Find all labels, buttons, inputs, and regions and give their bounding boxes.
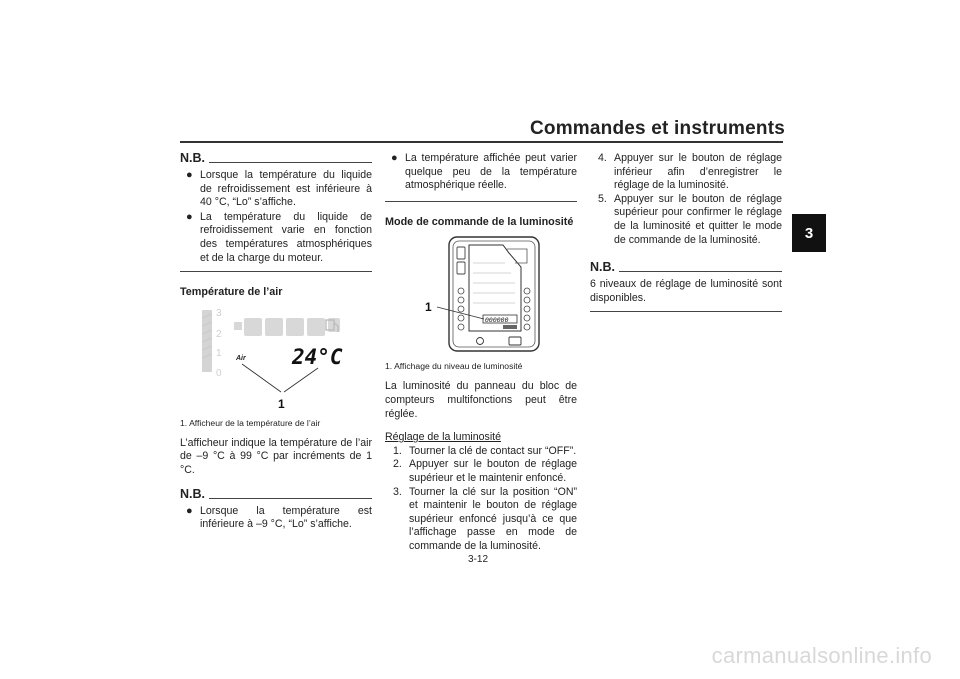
callout-number: 1: [278, 396, 285, 411]
callout-number: 1: [425, 300, 432, 315]
nb-rule: [209, 162, 372, 163]
nb-heading: [590, 261, 782, 274]
chapter-tab: 3: [792, 214, 826, 252]
figure-caption: 1. Affichage du niveau de luminosité: [385, 361, 523, 372]
nb-rule: [619, 271, 782, 272]
bullet-icon: ●: [186, 210, 193, 223]
nb-label: N.B.: [180, 151, 205, 165]
luminosity-figure: [385, 233, 577, 357]
watermark: carmanualsonline.info: [711, 643, 932, 668]
nb-label: N.B.: [590, 260, 615, 275]
bullet-icon: ●: [186, 504, 193, 517]
list-item: ● La température affichée peut varier quelque peu de la température atmosphérique réelle.: [391, 152, 577, 192]
air-label: Air: [236, 354, 246, 362]
air-temperature-display-illustration: [180, 304, 372, 414]
scale-mark: 0: [216, 367, 222, 379]
header-rule: [180, 141, 783, 143]
brightness-level-display: 000000: [485, 316, 509, 325]
list-item: ● Lorsque la température est inférieure à –9 °C, “Lo” s’affiche.: [186, 504, 372, 531]
nb-heading: [180, 152, 372, 165]
nb-end-rule: [590, 311, 782, 312]
list-item: 5. Appuyer sur le bouton de réglage supérieur pour confirmer le réglage de la luminosité et quitter le mode de commande de la luminosité.: [598, 192, 782, 246]
nb-label: N.B.: [180, 486, 205, 501]
scale-mark: 3: [216, 307, 222, 319]
procedure-steps: [385, 445, 577, 554]
nb-heading: [180, 488, 372, 501]
bullet-icon: ●: [391, 152, 398, 164]
nb-bullet-list-continued: [385, 152, 577, 193]
button-icon: [477, 338, 484, 345]
list-item: ● La température du liquide de refroidissement varie en fonction des températures atmosphériques et de la charge du moteur.: [186, 210, 372, 264]
instrument-panel-illustration: [385, 233, 577, 357]
figure-caption: 1. Afficheur de la température de l’air: [180, 417, 321, 428]
column-left: [180, 152, 372, 533]
section-title-air-temperature: Température de l’air: [180, 286, 283, 299]
air-temperature-reading: 24°C: [292, 344, 343, 369]
list-item: 4. Appuyer sur le bouton de réglage inférieur afin d’enregistrer le réglage de la luminosité.: [598, 152, 782, 192]
procedure-title: Réglage de la luminosité: [385, 431, 502, 444]
nb-bullet-list: [180, 505, 372, 532]
page-header-title: Commandes et instruments: [529, 118, 785, 139]
bullet-icon: ●: [186, 169, 193, 181]
list-item: ● Lorsque la température du liquide de refroidissement est inférieure à 40 °C, “Lo” s’affiche.: [186, 169, 372, 209]
air-temperature-paragraph: L’afficheur indique la température de l’air de –9 °C à 99 °C par incréments de 1 °C.: [180, 436, 372, 476]
nb-end-rule: [180, 271, 372, 272]
air-temperature-figure: [180, 304, 372, 414]
list-item: 1. Tourner la clé de contact sur “OFF”.: [393, 444, 577, 457]
nb-text: 6 niveaux de réglage de luminosité sont disponibles.: [590, 278, 782, 304]
page-number: 3-12: [468, 554, 489, 565]
scale-mark: 1: [216, 347, 222, 359]
list-item: 2. Appuyer sur le bouton de réglage supérieur et le maintenir enfoncé.: [393, 458, 577, 484]
list-item: 3. Tourner la clé sur la position “ON” et maintenir le bouton de réglage supérieur enfoncé jusqu’à ce que l’affichage passe en mode de commande de la luminosité.: [393, 485, 577, 552]
nb-rule: [209, 498, 372, 499]
section-title-luminosity: Mode de commande de la luminosité: [385, 215, 574, 228]
column-right: [590, 152, 782, 312]
column-middle: [385, 152, 577, 554]
procedure-steps-continued: [590, 152, 782, 247]
nb-end-rule: [385, 201, 577, 202]
luminosity-paragraph: La luminosité du panneau du bloc de compteurs multifonctions peut être réglée.: [385, 380, 577, 420]
nb-bullet-list: [180, 169, 372, 265]
scale-mark: 2: [216, 328, 222, 340]
